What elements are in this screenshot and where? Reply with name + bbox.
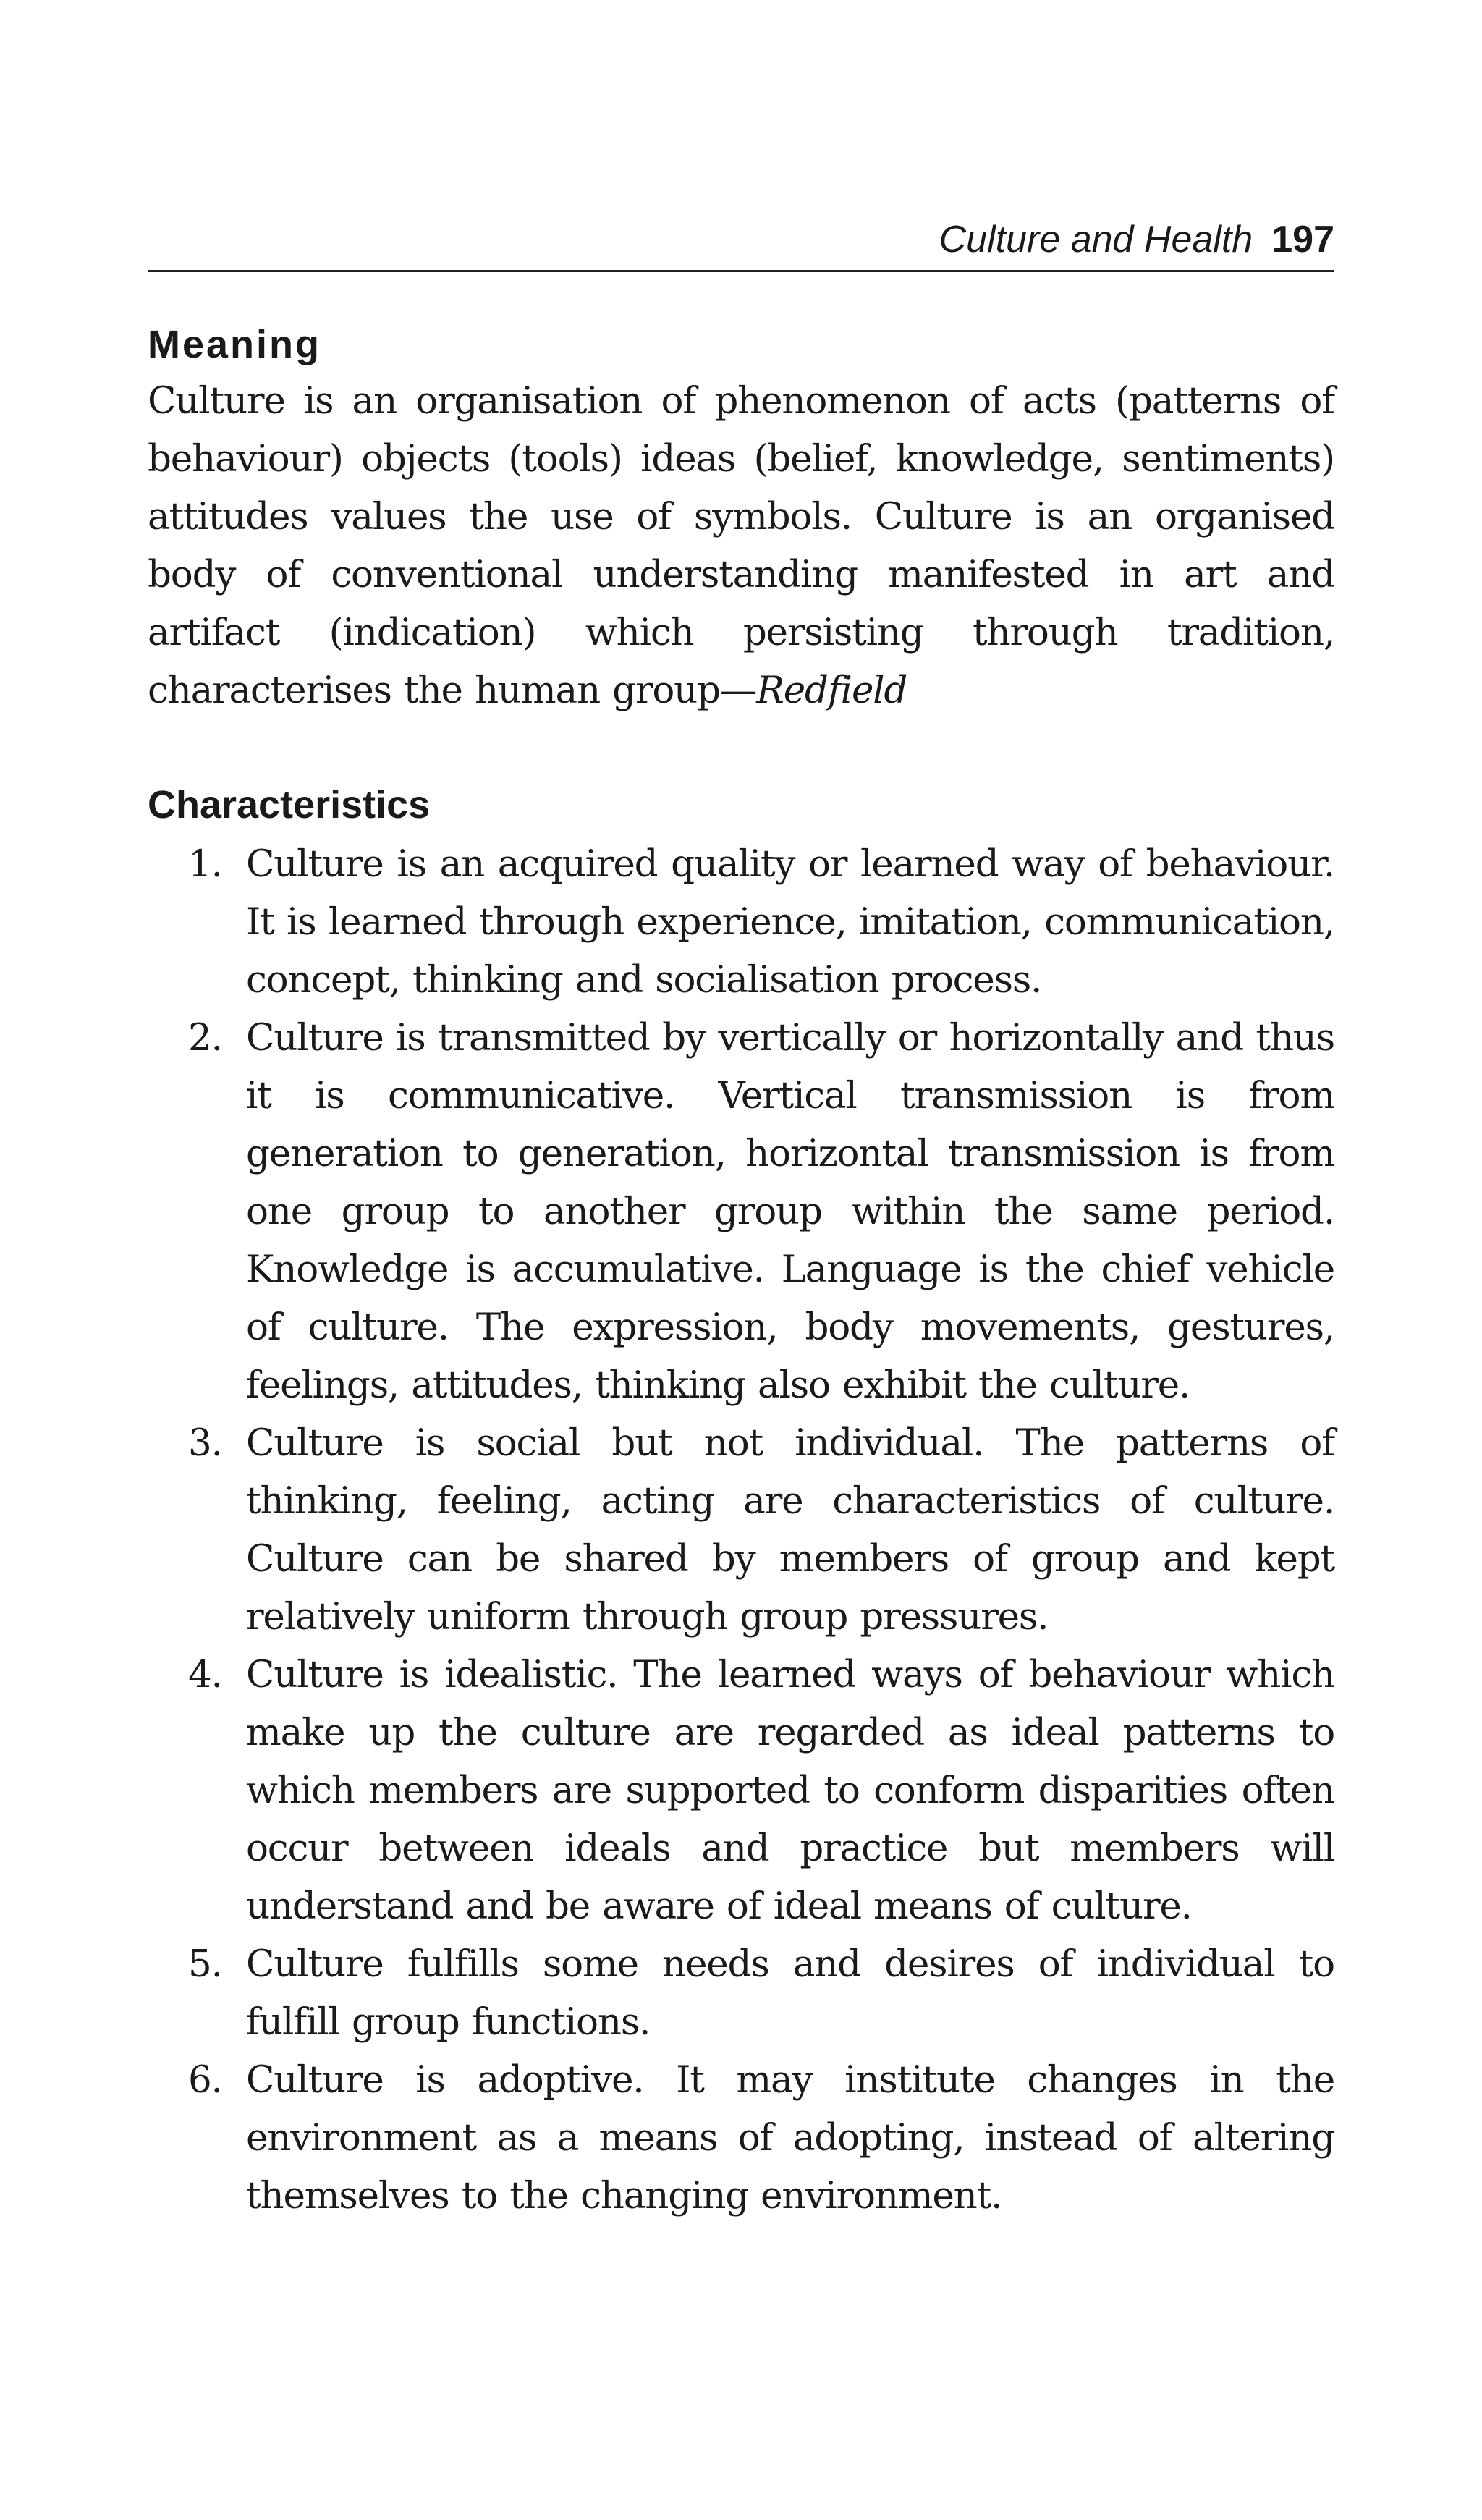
list-item	[148, 1009, 1334, 1414]
meaning-text: Culture is an organisation of phenomenon of acts (patterns of behaviour) objects (tools) ideas (belief, knowledge, sentiments) attitudes values the use of symbols. Culture is an organised body of conventional understanding manifested in art and artifact (indication) which persisting through tradition, characterises the human group—	[148, 379, 1334, 712]
list-item-number: 2.	[188, 1016, 222, 1060]
characteristics-heading: Characteristics	[148, 783, 431, 826]
list-item-text: Culture is transmitted by vertically or horizontally and thus it is communicative. Vertical transmission is from generation to generation, horizontal transmission is from one group to another group within the same period. Knowledge is accumulative. Language is the chief vehicle of culture. The expression, body movements, gestures, feelings, attitudes, thinking also exhibit the culture.	[246, 1016, 1334, 1407]
list-item	[148, 1646, 1334, 1935]
list-item-text: Culture is adoptive. It may institute changes in the environment as a means of adopting, instead of altering themselves to the changing environment.	[246, 2058, 1334, 2217]
list-item-number: 4.	[188, 1653, 222, 1696]
page-number: 197	[1271, 219, 1334, 261]
meaning-paragraph	[148, 372, 1334, 719]
list-item-number: 5.	[188, 1942, 222, 1986]
page-body	[148, 317, 1334, 2225]
list-item-number: 6.	[188, 2058, 222, 2102]
list-item	[148, 1935, 1334, 2051]
list-item	[148, 1414, 1334, 1646]
characteristics-list	[148, 835, 1334, 2225]
list-item-text: Culture is idealistic. The learned ways of behaviour which make up the culture are regarded as ideal patterns to which members are supported to conform disparities often occur between ideals and practice but members will understand and be aware of ideal means of culture.	[246, 1653, 1334, 1928]
header-rule	[148, 270, 1334, 272]
characteristics-section	[148, 777, 1334, 2225]
list-item-text: Culture fulfills some needs and desires of individual to fulfill group functions.	[246, 1942, 1334, 2044]
list-item-number: 1.	[188, 842, 222, 886]
list-item-text: Culture is social but not individual. The patterns of thinking, feeling, acting are characteristics of culture. Culture can be shared by members of group and kept relatively uniform through group pressures.	[246, 1421, 1334, 1639]
running-header	[939, 214, 1334, 265]
running-title: Culture and Health	[939, 219, 1253, 261]
list-item-number: 3.	[188, 1421, 222, 1465]
section-spacer	[148, 719, 1334, 777]
list-item-text: Culture is an acquired quality or learned way of behaviour. It is learned through experience, imitation, communication, concept, thinking and socialisation process.	[246, 842, 1334, 1002]
book-page	[148, 0, 1334, 2520]
meaning-heading: Meaning	[148, 323, 322, 366]
list-item	[148, 835, 1334, 1009]
meaning-attribution: Redfield	[756, 669, 907, 712]
meaning-section	[148, 317, 1334, 719]
list-item	[148, 2051, 1334, 2225]
